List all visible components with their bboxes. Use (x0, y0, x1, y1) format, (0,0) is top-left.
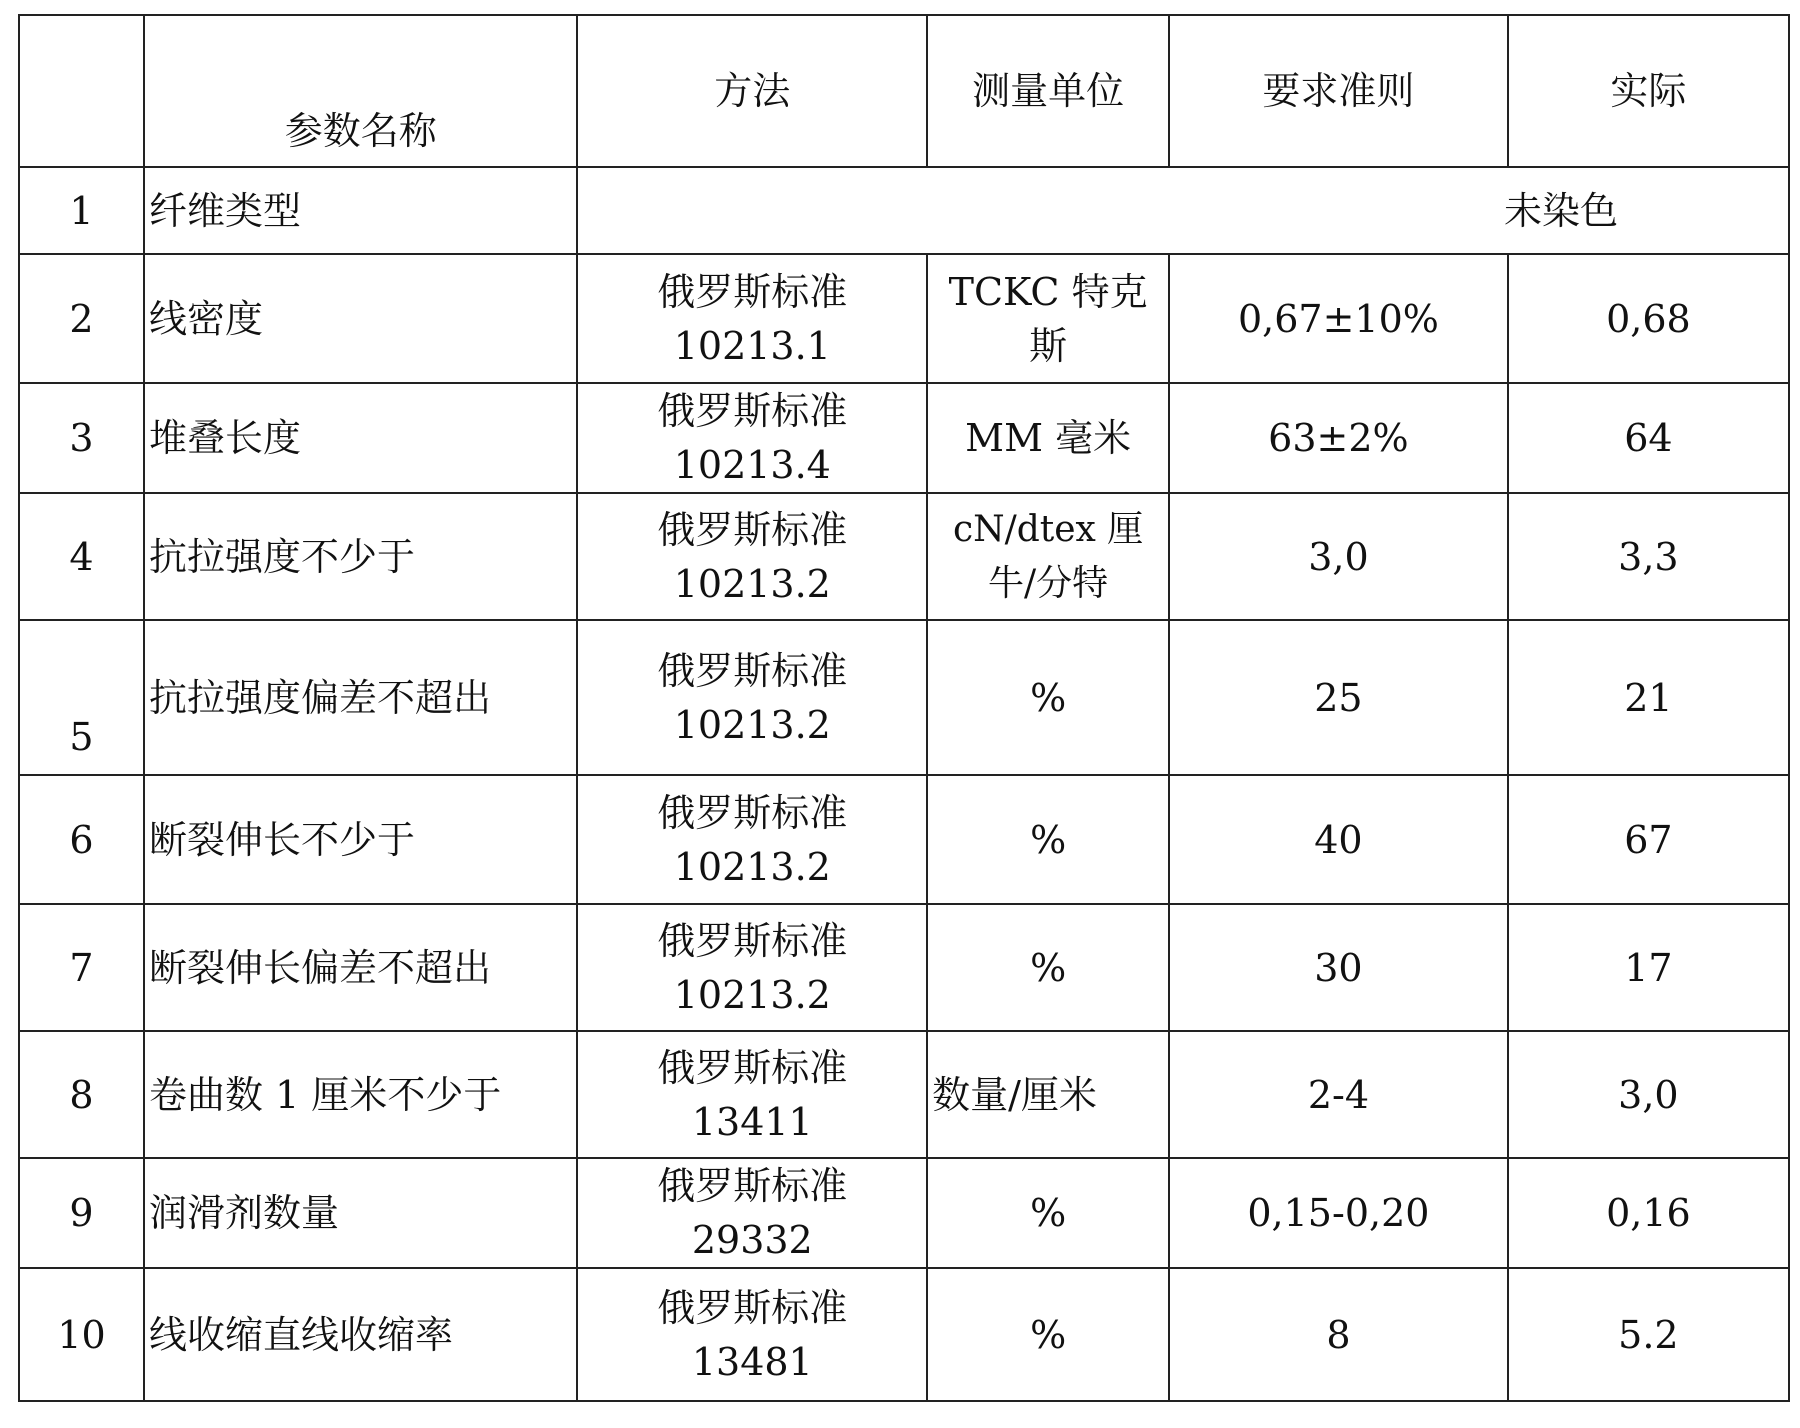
row-param: 断裂伸长偏差不超出 (144, 904, 577, 1031)
row-param: 纤维类型 (144, 167, 577, 254)
row-method (577, 904, 927, 1031)
method-standard: 俄罗斯标准 (657, 918, 848, 963)
method-code: 10213.2 (673, 561, 831, 606)
table-row (19, 383, 1789, 493)
row-number: 4 (19, 493, 144, 620)
table-row (19, 620, 1789, 775)
row-method (577, 620, 927, 775)
row-method (577, 493, 927, 620)
row-method (577, 1268, 927, 1401)
row-actual: 17 (1508, 904, 1789, 1031)
row-actual: 21 (1508, 620, 1789, 775)
row-requirement: 63±2% (1169, 383, 1508, 493)
method-standard: 俄罗斯标准 (657, 269, 848, 314)
method-code: 10213.2 (673, 844, 831, 889)
row-param: 抗拉强度偏差不超出 (144, 620, 577, 775)
row-param: 堆叠长度 (144, 383, 577, 493)
row-unit: cN/dtex 厘牛/分特 (927, 493, 1169, 620)
method-standard: 俄罗斯标准 (657, 648, 848, 693)
row-number: 1 (19, 167, 144, 254)
row-unit: % (927, 775, 1169, 904)
table-row (19, 167, 1789, 254)
row-number: 5 (19, 620, 144, 775)
row-unit: % (927, 1268, 1169, 1401)
table-row (19, 775, 1789, 904)
method-code: 10213.4 (673, 443, 831, 487)
method-standard: 俄罗斯标准 (657, 1285, 848, 1330)
method-code: 29332 (691, 1218, 813, 1262)
row-requirement: 30 (1169, 904, 1508, 1031)
row-actual: 64 (1508, 383, 1789, 493)
row-unit: 数量/厘米 (927, 1031, 1169, 1158)
row-param: 润滑剂数量 (144, 1158, 577, 1268)
header-no-cell (19, 15, 144, 167)
header-unit: 测量单位 (927, 15, 1169, 167)
row-number: 6 (19, 775, 144, 904)
header-param-name: 参数名称 (144, 15, 577, 167)
row-method (577, 254, 927, 383)
row-unit: % (927, 620, 1169, 775)
row-actual: 3,3 (1508, 493, 1789, 620)
row-method (577, 383, 927, 493)
header-requirement: 要求准则 (1169, 15, 1508, 167)
method-standard: 俄罗斯标准 (657, 790, 848, 835)
method-standard: 俄罗斯标准 (657, 389, 848, 433)
row-actual: 0,16 (1508, 1158, 1789, 1268)
method-standard: 俄罗斯标准 (657, 1164, 848, 1208)
header-method: 方法 (577, 15, 927, 167)
row-requirement: 2-4 (1169, 1031, 1508, 1158)
method-standard: 俄罗斯标准 (657, 507, 848, 552)
row-requirement: 8 (1169, 1268, 1508, 1401)
table-row (19, 1268, 1789, 1401)
row-number: 2 (19, 254, 144, 383)
row-number: 7 (19, 904, 144, 1031)
method-code: 10213.2 (673, 702, 831, 747)
table-header-row (19, 15, 1789, 167)
row-actual: 5.2 (1508, 1268, 1789, 1401)
row-number: 10 (19, 1268, 144, 1401)
row-requirement: 0,67±10% (1169, 254, 1508, 383)
row-actual: 0,68 (1508, 254, 1789, 383)
table-row (19, 1031, 1789, 1158)
row-number: 9 (19, 1158, 144, 1268)
header-actual: 实际 (1508, 15, 1789, 167)
row-number: 8 (19, 1031, 144, 1158)
row-requirement: 0,15-0,20 (1169, 1158, 1508, 1268)
row-unit: TCKC 特克斯 (927, 254, 1169, 383)
row-param: 断裂伸长不少于 (144, 775, 577, 904)
row-param: 线密度 (144, 254, 577, 383)
method-standard: 俄罗斯标准 (657, 1045, 848, 1090)
spec-table (18, 14, 1790, 1402)
row-actual: 3,0 (1508, 1031, 1789, 1158)
table-row (19, 254, 1789, 383)
method-code: 13411 (691, 1099, 813, 1144)
row-param: 线收缩直线收缩率 (144, 1268, 577, 1401)
row-param: 卷曲数 1 厘米不少于 (144, 1031, 577, 1158)
table-row (19, 493, 1789, 620)
method-code: 10213.2 (673, 972, 831, 1017)
row-unit: MM 毫米 (927, 383, 1169, 493)
row-unit: % (927, 1158, 1169, 1268)
row-requirement: 3,0 (1169, 493, 1508, 620)
row-method (577, 775, 927, 904)
method-code: 13481 (691, 1339, 813, 1384)
row-requirement: 40 (1169, 775, 1508, 904)
row-actual: 67 (1508, 775, 1789, 904)
method-code: 10213.1 (673, 323, 831, 368)
row-requirement: 25 (1169, 620, 1508, 775)
row-number: 3 (19, 383, 144, 493)
row-method (577, 1031, 927, 1158)
table-row (19, 1158, 1789, 1268)
fiber-type-value: 未染色 (577, 167, 1789, 254)
table-row (19, 904, 1789, 1031)
row-param: 抗拉强度不少于 (144, 493, 577, 620)
row-method (577, 1158, 927, 1268)
row-unit: % (927, 904, 1169, 1031)
